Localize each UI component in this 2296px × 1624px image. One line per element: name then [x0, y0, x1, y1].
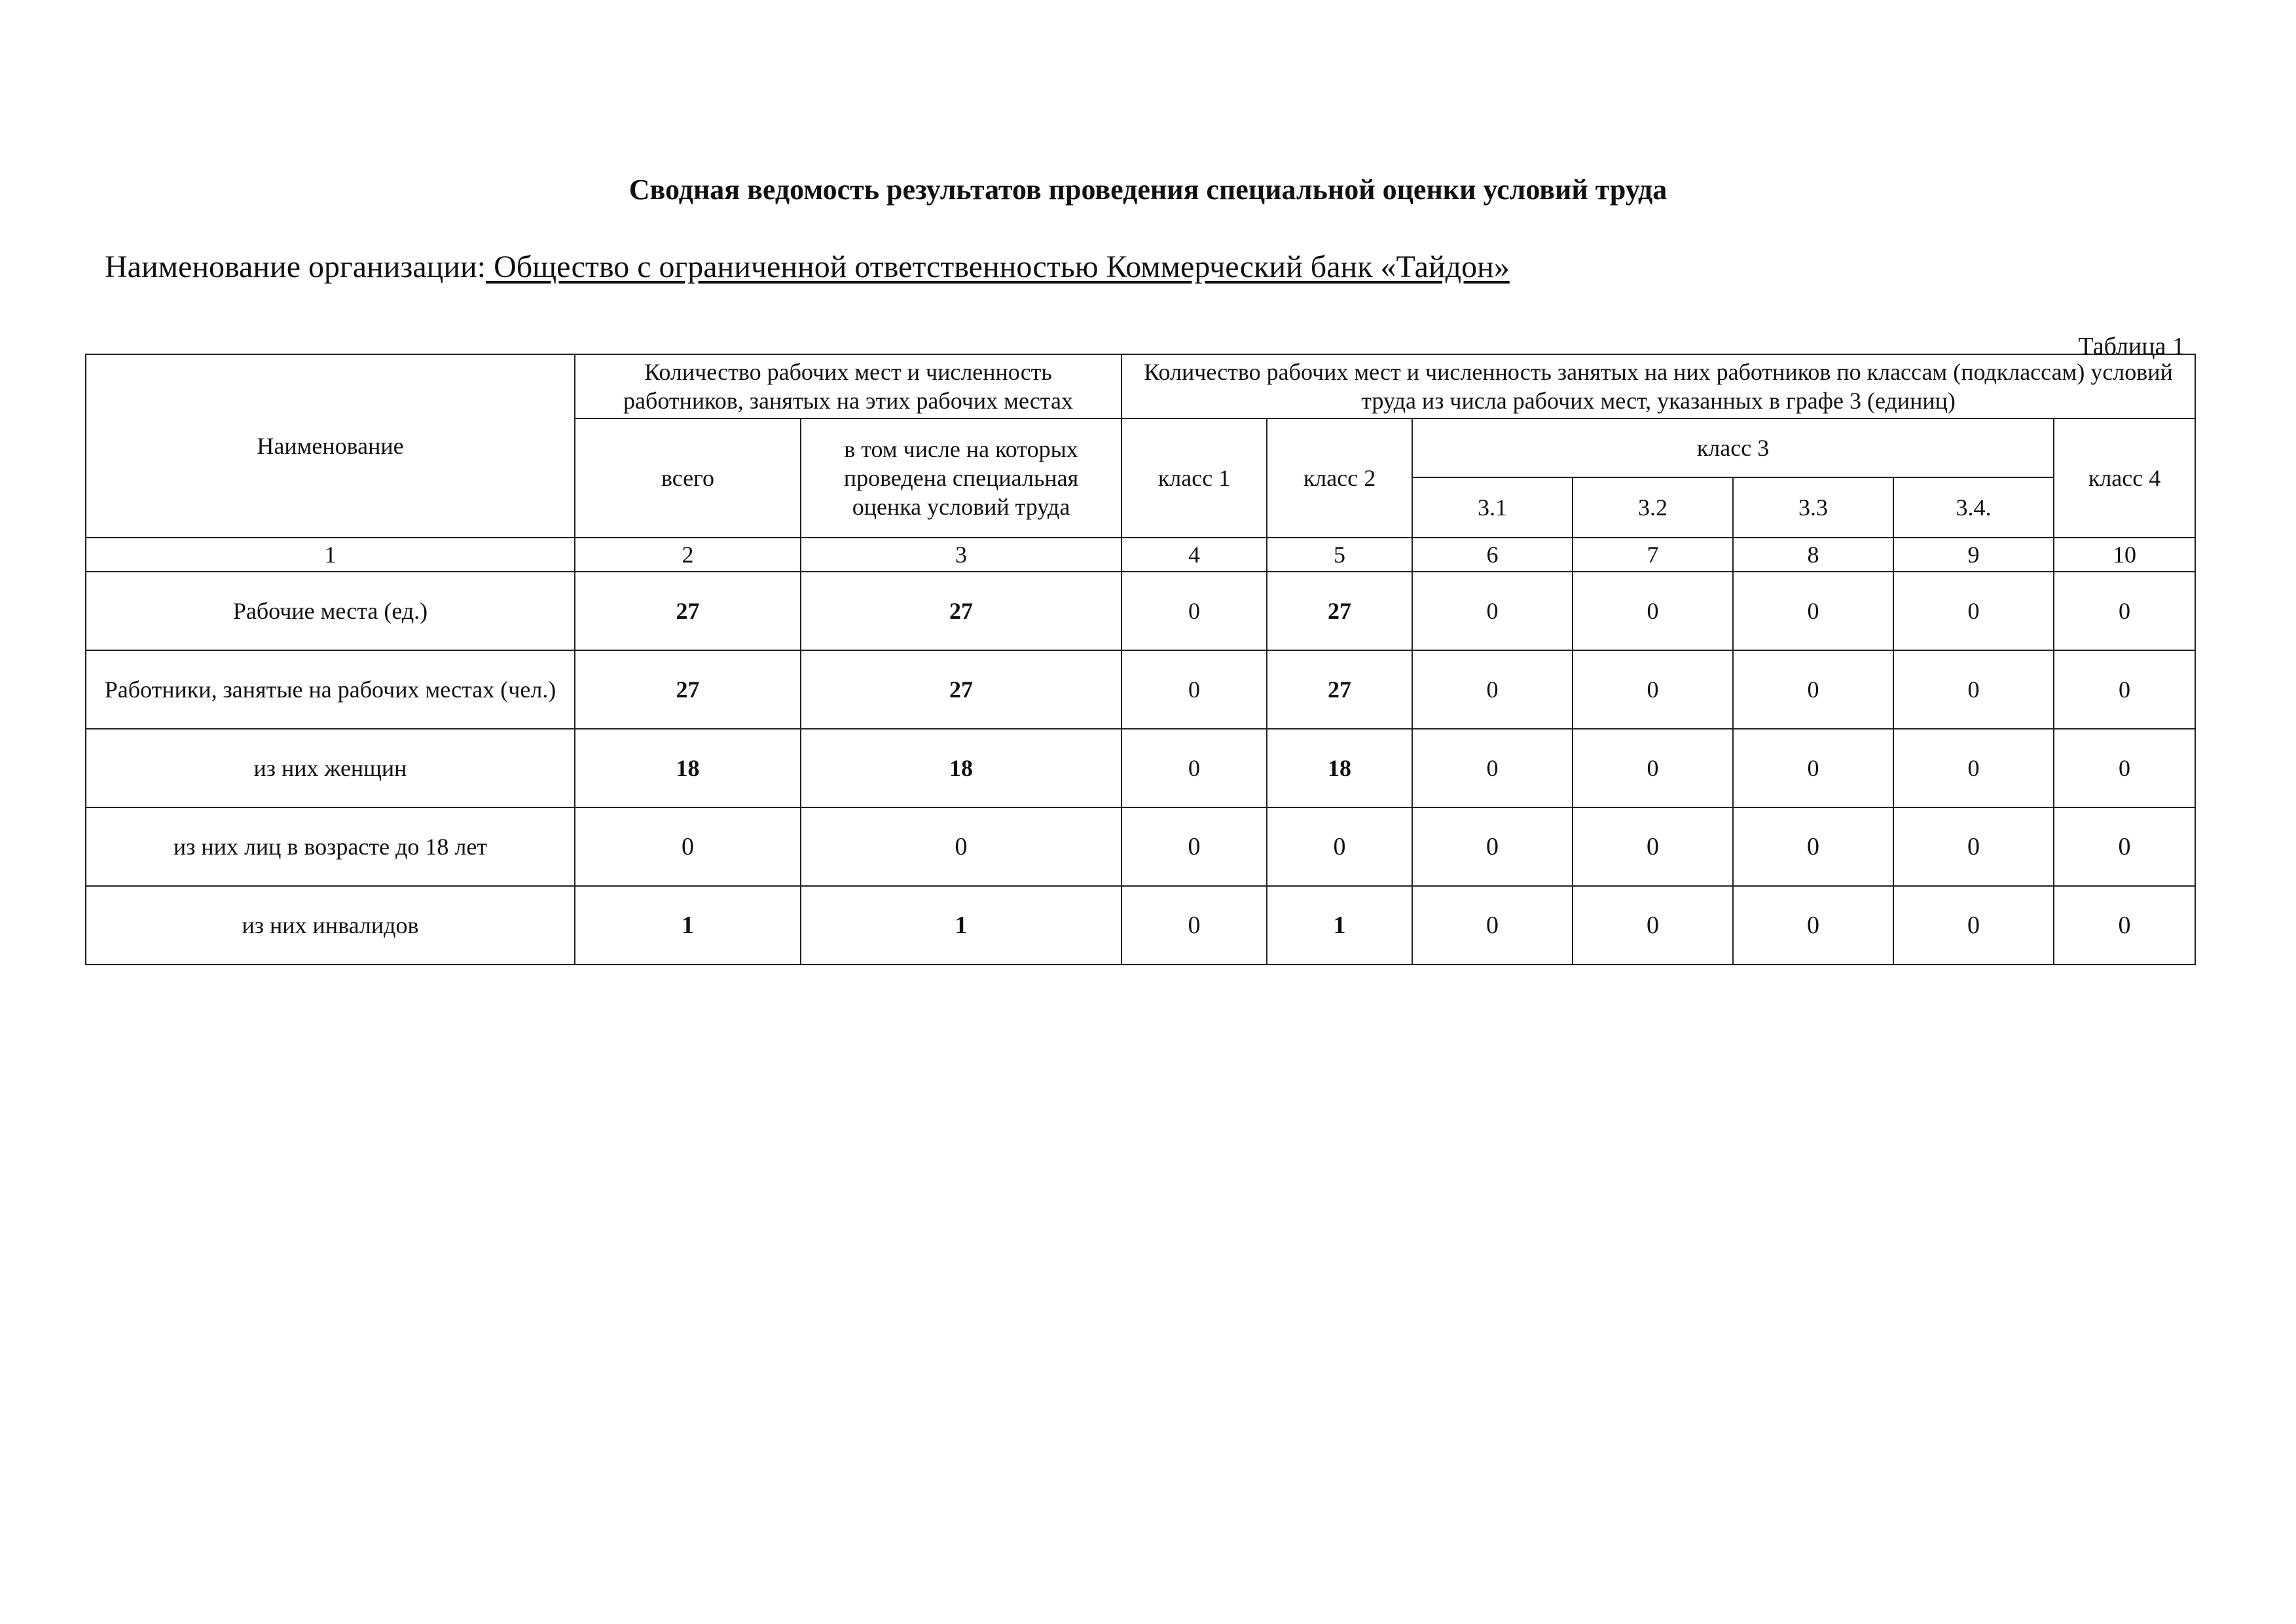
table-cell: 0: [801, 807, 1121, 886]
header-class3: класс 3: [1412, 418, 2054, 477]
table-cell: 27: [1267, 650, 1412, 729]
column-number: 7: [1573, 538, 1733, 572]
row-label: Рабочие места (ед.): [86, 572, 575, 650]
table-cell: 0: [2054, 729, 2195, 807]
table-cell: 0: [1893, 886, 2054, 965]
column-number: 9: [1893, 538, 2054, 572]
header-class1: класс 1: [1121, 418, 1267, 538]
row-label: из них лиц в возрасте до 18 лет: [86, 807, 575, 886]
table-cell: 0: [1412, 729, 1573, 807]
column-number: 6: [1412, 538, 1573, 572]
header-sub-3-1: 3.1: [1412, 477, 1573, 538]
table-cell: 0: [1121, 650, 1267, 729]
header-total: всего: [575, 418, 801, 538]
header-sub-3-3: 3.3: [1733, 477, 1893, 538]
header-class2: класс 2: [1267, 418, 1412, 538]
column-number: 10: [2054, 538, 2195, 572]
table-cell: 0: [1573, 886, 1733, 965]
table-cell: 0: [1412, 650, 1573, 729]
table-cell: 0: [1573, 729, 1733, 807]
row-label: из них инвалидов: [86, 886, 575, 965]
column-number: 2: [575, 538, 801, 572]
table-cell: 0: [2054, 886, 2195, 965]
header-sub-3-4: 3.4.: [1893, 477, 2054, 538]
table-cell: 0: [575, 807, 801, 886]
header-class4: класс 4: [2054, 418, 2195, 538]
table-cell: 0: [1121, 572, 1267, 650]
table-cell: 27: [575, 572, 801, 650]
table-row: [86, 729, 2195, 807]
table-cell: 0: [1893, 650, 2054, 729]
organization-label: Наименование организации:: [105, 249, 486, 284]
table-cell: 0: [1733, 729, 1893, 807]
header-name: Наименование: [86, 354, 575, 538]
header-assessed: в том числе на которых проведена специальная оценка условий труда: [801, 418, 1121, 538]
table-caption: Таблица 1: [2078, 333, 2185, 360]
table-cell: 18: [575, 729, 801, 807]
table-cell: 0: [1267, 807, 1412, 886]
table-cell: 0: [1412, 886, 1573, 965]
column-number-row: [86, 538, 2195, 572]
table-cell: 0: [2054, 650, 2195, 729]
header-workplaces-group: Количество рабочих мест и численность работников, занятых на этих рабочих местах: [575, 354, 1121, 418]
header-sub-3-2: 3.2: [1573, 477, 1733, 538]
table-cell: 0: [1412, 807, 1573, 886]
row-label: из них женщин: [86, 729, 575, 807]
table-cell: 1: [801, 886, 1121, 965]
table-cell: 0: [1573, 807, 1733, 886]
table-cell: 0: [1412, 572, 1573, 650]
table-cell: 27: [801, 572, 1121, 650]
table-cell: 1: [1267, 886, 1412, 965]
table-cell: 0: [1893, 729, 2054, 807]
header-classes-group: Количество рабочих мест и численность занятых на них работников по классам (подклассам) условий труда из числа рабочих мест, указанных в графе 3 (единиц): [1121, 354, 2195, 418]
table-cell: 18: [801, 729, 1121, 807]
table-cell: 27: [575, 650, 801, 729]
table-cell: 0: [1733, 886, 1893, 965]
table-cell: 0: [1893, 572, 2054, 650]
table-cell: 18: [1267, 729, 1412, 807]
table-cell: 0: [1893, 807, 2054, 886]
table-cell: 0: [1121, 886, 1267, 965]
table-cell: 0: [1733, 807, 1893, 886]
column-number: 3: [801, 538, 1121, 572]
table-row: [86, 572, 2195, 650]
table-cell: 0: [1573, 572, 1733, 650]
column-number: 1: [86, 538, 575, 572]
table-cell: 27: [1267, 572, 1412, 650]
organization-line: [105, 248, 1510, 287]
organization-name: Общество с ограниченной ответственностью Коммерческий банк «Тайдон»: [486, 249, 1510, 284]
table-cell: 0: [1573, 650, 1733, 729]
table-cell: 0: [1121, 729, 1267, 807]
summary-table: [85, 354, 2196, 965]
table-cell: 27: [801, 650, 1121, 729]
table-cell: 1: [575, 886, 801, 965]
table-row: [86, 886, 2195, 965]
table-cell: 0: [1733, 650, 1893, 729]
table-cell: 0: [2054, 572, 2195, 650]
row-label: Работники, занятые на рабочих местах (чел.): [86, 650, 575, 729]
table-row: [86, 807, 2195, 886]
table-cell: 0: [2054, 807, 2195, 886]
document-title: Сводная ведомость результатов проведения специальной оценки условий труда: [629, 174, 1667, 206]
table-row: [86, 650, 2195, 729]
table-cell: 0: [1733, 572, 1893, 650]
column-number: 5: [1267, 538, 1412, 572]
table-cell: 0: [1121, 807, 1267, 886]
column-number: 4: [1121, 538, 1267, 572]
column-number: 8: [1733, 538, 1893, 572]
